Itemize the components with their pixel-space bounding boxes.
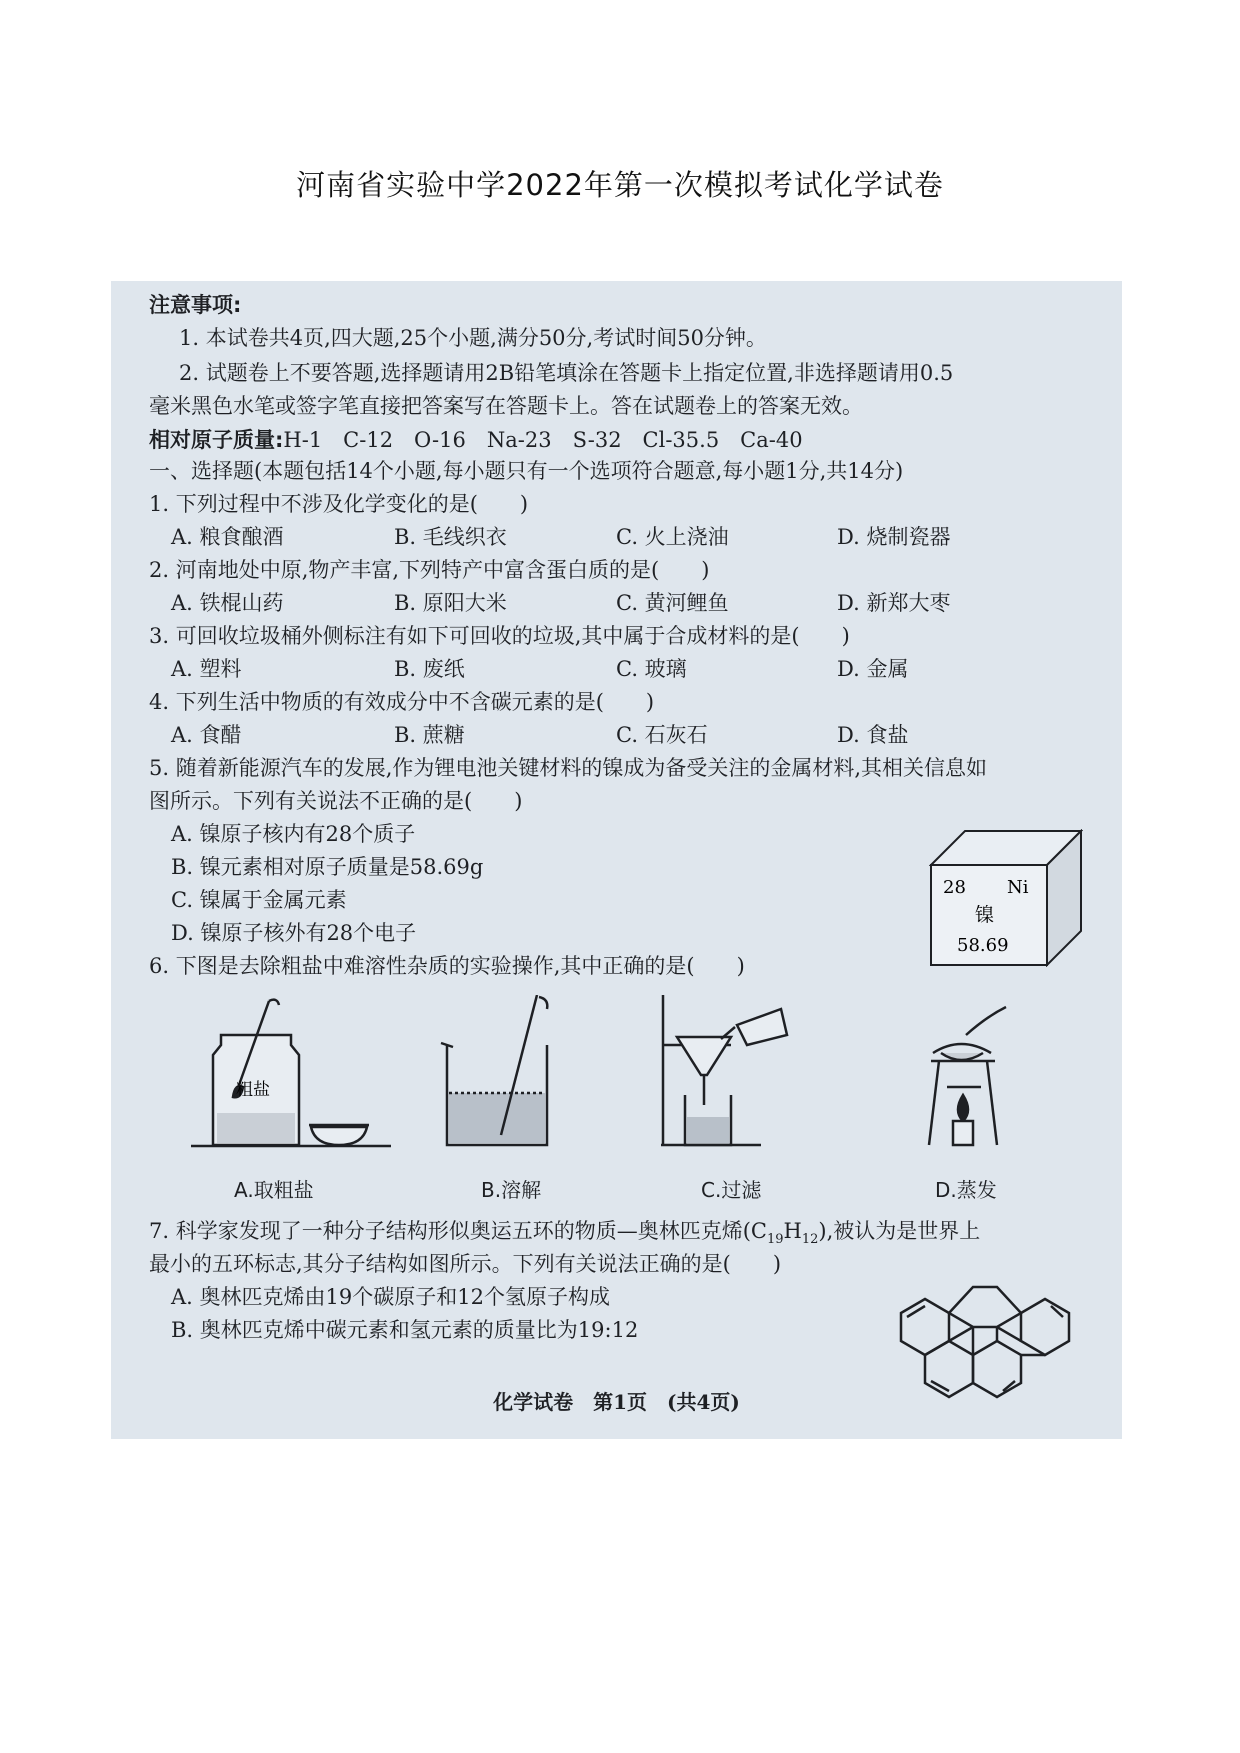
question-5-option-b: B. 镍元素相对原子质量是58.69g: [171, 855, 484, 879]
question-5-stem-a: 5. 随着新能源汽车的发展,作为锂电池关键材料的镍成为备受关注的金属材料,其相关信息如: [149, 756, 988, 780]
question-1-stem: 1. 下列过程中不涉及化学变化的是( ): [149, 492, 529, 516]
question-2-option-d: D. 新郑大枣: [837, 591, 951, 615]
question-4-option-b: B. 蔗糖: [394, 723, 465, 747]
dissolve-figure: [441, 995, 547, 1145]
page-title: 河南省实验中学2022年第一次模拟考试化学试卷: [296, 168, 944, 202]
question-4-stem: 4. 下列生活中物质的有效成分中不含碳元素的是( ): [149, 690, 655, 714]
question-4-option-a: A. 食醋: [171, 723, 242, 747]
question-3-option-c: C. 玻璃: [616, 657, 687, 681]
question-3-stem: 3. 可回收垃圾桶外侧标注有如下可回收的垃圾,其中属于合成材料的是( ): [149, 624, 850, 648]
element-symbol: Ni: [1007, 877, 1029, 898]
element-mass: 58.69: [957, 935, 1009, 956]
jar-label: 粗盐: [236, 1080, 270, 1100]
element-name: 镍: [975, 904, 995, 926]
question-1-option-c: C. 火上浇油: [616, 525, 729, 549]
take-salt-figure: [191, 1000, 391, 1146]
nickel-element-card: [929, 829, 1083, 967]
page-footer: 化学试卷 第1页 (共4页): [493, 1390, 740, 1414]
question-2-option-c: C. 黄河鲤鱼: [616, 591, 729, 615]
question-3-option-d: D. 金属: [837, 657, 909, 681]
notice-item-2b: 毫米黑色水笔或签字笔直接把答案写在答题卡上。答在试题卷上的答案无效。: [149, 394, 863, 418]
question-6-option-c: C.过滤: [701, 1178, 762, 1202]
atomic-masses: [149, 425, 803, 455]
question-1-option-d: D. 烧制瓷器: [837, 525, 951, 549]
question-5-option-d: D. 镍原子核外有28个电子: [171, 921, 417, 945]
question-6-option-d: D.蒸发: [935, 1178, 997, 1202]
filter-figure: [661, 995, 787, 1145]
question-5-stem-b: 图所示。下列有关说法不正确的是( ): [149, 789, 523, 813]
question-1-option-b: B. 毛线织衣: [394, 525, 507, 549]
element-atomic-number: 28: [943, 877, 966, 898]
question-2-option-a: A. 铁棍山药: [171, 591, 284, 615]
question-6-option-b: B.溶解: [481, 1178, 542, 1202]
question-3-option-a: A. 塑料: [171, 657, 242, 681]
section-heading: 一、选择题(本题包括14个小题,每小题只有一个选项符合题意,每小题1分,共14分): [149, 459, 904, 483]
atomic-masses-values: H-1 C-12 O-16 Na-23 S-32 Cl-35.5 Ca-40: [283, 428, 803, 452]
question-2-stem: 2. 河南地处中原,物产丰富,下列特产中富含蛋白质的是( ): [149, 558, 710, 582]
scanned-exam-page: [111, 281, 1122, 1439]
question-1-option-a: A. 粮食酿酒: [171, 525, 284, 549]
question-2-option-b: B. 原阳大米: [394, 591, 507, 615]
lab-operations-figure: [191, 995, 1071, 1155]
question-7-stem-a: 7. 科学家发现了一种分子结构形似奥运五环的物质—奥林匹克烯$(C_{19}H_{12})$,被认为是世界上: [149, 1219, 981, 1248]
question-4-option-c: C. 石灰石: [616, 723, 708, 747]
notice-item-1: 1. 本试卷共4页,四大题,25个小题,满分50分,考试时间50分钟。: [179, 326, 767, 350]
evaporate-figure: [929, 1007, 1006, 1145]
question-6-stem: 6. 下图是去除粗盐中难溶性杂质的实验操作,其中正确的是( ): [149, 954, 745, 978]
olympicene-structure: [891, 1281, 1081, 1401]
question-5-option-a: A. 镍原子核内有28个质子: [171, 822, 416, 846]
question-6-option-a: A.取粗盐: [234, 1178, 314, 1202]
notice-item-2a: 2. 试题卷上不要答题,选择题请用2B铅笔填涂在答题卡上指定位置,非选择题请用0.5: [179, 361, 954, 385]
question-7-option-b: B. 奥林匹克烯中碳元素和氢元素的质量比为19:12: [171, 1318, 639, 1342]
notice-heading: 注意事项:: [149, 293, 242, 317]
question-7-option-a: A. 奥林匹克烯由19个碳原子和12个氢原子构成: [171, 1285, 610, 1309]
question-3-option-b: B. 废纸: [394, 657, 465, 681]
question-7-stem-b: 最小的五环标志,其分子结构如图所示。下列有关说法正确的是( ): [149, 1252, 782, 1276]
question-4-option-d: D. 食盐: [837, 723, 909, 747]
question-5-option-c: C. 镍属于金属元素: [171, 888, 347, 912]
atomic-masses-label: 相对原子质量:: [149, 428, 284, 452]
